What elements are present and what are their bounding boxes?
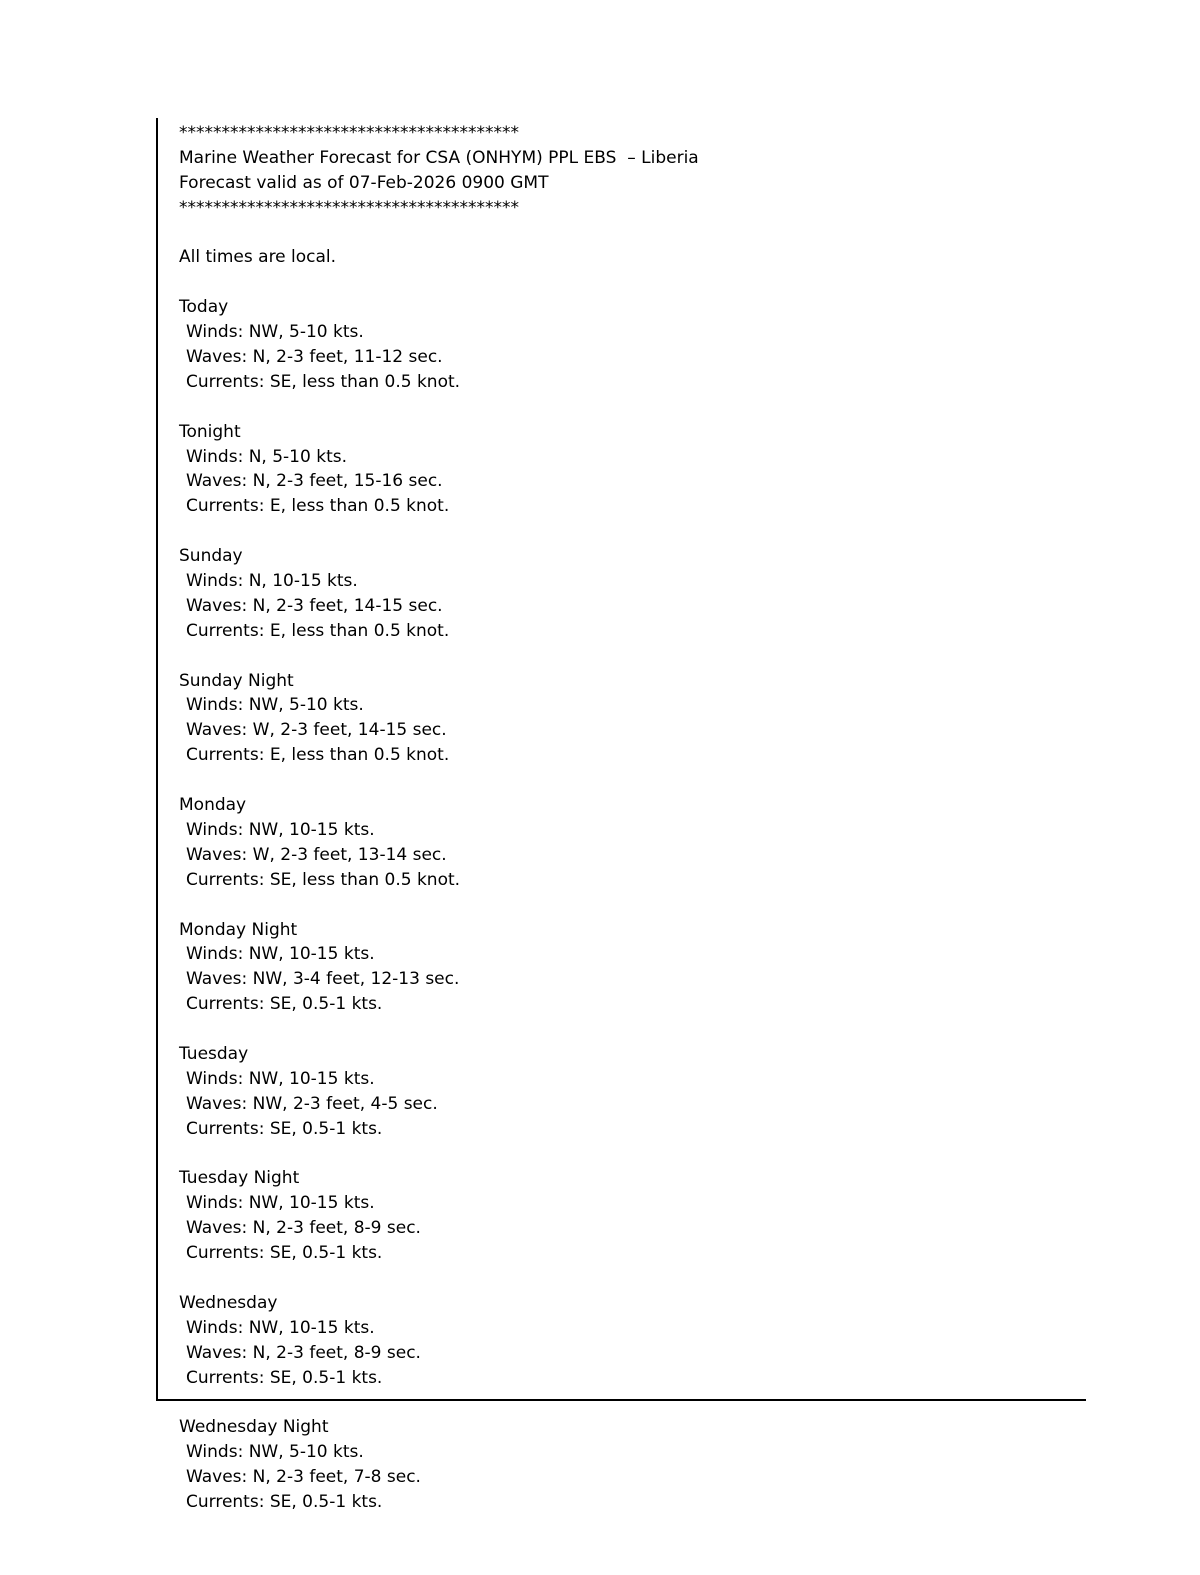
waves-line: Waves: NW, 2-3 feet, 4-5 sec. xyxy=(186,1093,438,1114)
forecast-title: Marine Weather Forecast for CSA (ONHYM) PPL EBS – Liberia xyxy=(179,147,699,168)
currents-line: Currents: SE, 0.5-1 kts. xyxy=(186,1367,383,1388)
currents-line: Currents: SE, 0.5-1 kts. xyxy=(186,1243,383,1264)
forecast-section xyxy=(179,544,1069,644)
winds-line: Winds: NW, 10-15 kts. xyxy=(186,1068,375,1089)
waves-line: Waves: N, 2-3 feet, 15-16 sec. xyxy=(186,471,443,492)
forecast-section xyxy=(179,1291,1069,1391)
forecast-text-block xyxy=(179,121,1069,1515)
forecast-section xyxy=(179,1042,1069,1142)
section-day: Tonight xyxy=(179,421,241,442)
blank-line xyxy=(179,221,1069,246)
winds-line: Winds: NW, 10-15 kts. xyxy=(186,1317,375,1338)
page-border-left-rule xyxy=(156,118,158,1400)
forecast-section xyxy=(179,793,1069,893)
forecast-section xyxy=(179,295,1069,395)
forecast-sections xyxy=(179,295,1069,1515)
forecast-section xyxy=(179,669,1069,769)
winds-line: Winds: NW, 5-10 kts. xyxy=(186,695,364,716)
currents-line: Currents: SE, less than 0.5 knot. xyxy=(186,869,461,890)
forecast-section xyxy=(179,1166,1069,1266)
waves-line: Waves: N, 2-3 feet, 8-9 sec. xyxy=(186,1218,421,1239)
section-day: Wednesday Night xyxy=(179,1417,329,1438)
blank-line xyxy=(179,270,1069,295)
currents-line: Currents: E, less than 0.5 knot. xyxy=(186,745,450,766)
winds-line: Winds: NW, 10-15 kts. xyxy=(186,1193,375,1214)
forecast-section xyxy=(179,420,1069,520)
currents-line: Currents: E, less than 0.5 knot. xyxy=(186,496,450,517)
winds-line: Winds: N, 10-15 kts. xyxy=(186,571,358,592)
waves-line: Waves: W, 2-3 feet, 13-14 sec. xyxy=(186,844,447,865)
divider-line-top: **************************************** xyxy=(179,123,519,143)
local-times-note: All times are local. xyxy=(179,247,337,268)
waves-line: Waves: N, 2-3 feet, 8-9 sec. xyxy=(186,1342,421,1363)
currents-line: Currents: SE, 0.5-1 kts. xyxy=(186,1491,383,1512)
forecast-valid-line: Forecast valid as of 07-Feb-2026 0900 GMT xyxy=(179,172,549,193)
section-day: Sunday Night xyxy=(179,670,294,691)
section-day: Sunday xyxy=(179,546,243,567)
currents-line: Currents: SE, 0.5-1 kts. xyxy=(186,994,383,1015)
waves-line: Waves: W, 2-3 feet, 14-15 sec. xyxy=(186,720,447,741)
divider-line-bottom: **************************************** xyxy=(179,197,519,218)
section-day: Monday xyxy=(179,795,247,816)
waves-line: Waves: N, 2-3 feet, 14-15 sec. xyxy=(186,595,443,616)
winds-line: Winds: N, 5-10 kts. xyxy=(186,446,347,467)
section-day: Today xyxy=(179,297,229,318)
currents-line: Currents: SE, 0.5-1 kts. xyxy=(186,1118,383,1139)
section-day: Tuesday Night xyxy=(179,1168,300,1189)
forecast-section xyxy=(179,1415,1069,1515)
winds-line: Winds: NW, 5-10 kts. xyxy=(186,322,364,343)
section-day: Tuesday xyxy=(179,1043,249,1064)
winds-line: Winds: NW, 5-10 kts. xyxy=(186,1442,364,1463)
section-day: Wednesday xyxy=(179,1292,278,1313)
forecast-section xyxy=(179,918,1069,1018)
waves-line: Waves: N, 2-3 feet, 11-12 sec. xyxy=(186,347,443,368)
waves-line: Waves: NW, 3-4 feet, 12-13 sec. xyxy=(186,969,460,990)
waves-line: Waves: N, 2-3 feet, 7-8 sec. xyxy=(186,1467,421,1488)
section-day: Monday Night xyxy=(179,919,298,940)
currents-line: Currents: E, less than 0.5 knot. xyxy=(186,620,450,641)
currents-line: Currents: SE, less than 0.5 knot. xyxy=(186,371,461,392)
winds-line: Winds: NW, 10-15 kts. xyxy=(186,944,375,965)
winds-line: Winds: NW, 10-15 kts. xyxy=(186,819,375,840)
